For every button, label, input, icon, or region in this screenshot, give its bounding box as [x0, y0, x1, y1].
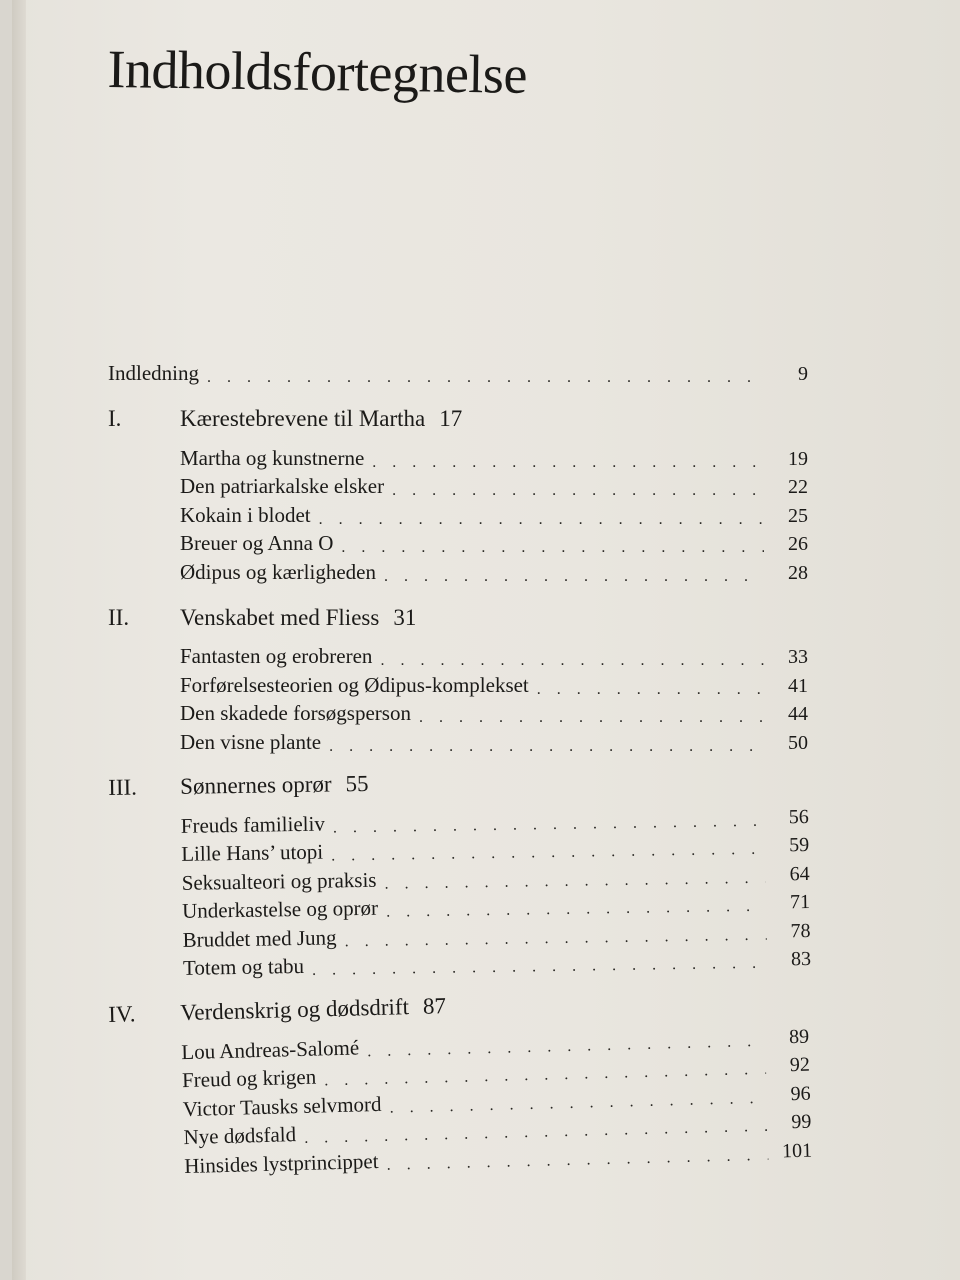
- dot-leader: [537, 682, 764, 698]
- chapter-title: Kærestebrevene til Martha: [180, 406, 426, 431]
- chapter-title: Verdenskrig og dødsdrift: [179, 993, 410, 1025]
- page-number: 71: [789, 890, 811, 913]
- dot-leader: [384, 569, 764, 585]
- chapter-numeral: II.: [108, 604, 130, 630]
- entry-label: Breuer og Anna O: [180, 531, 334, 555]
- chapter-page-number: 87: [422, 992, 447, 1019]
- chapter-section: [108, 605, 808, 755]
- chapter-numeral: IV.: [108, 1000, 136, 1027]
- page-number: 33: [788, 646, 808, 668]
- chapter-section: [108, 764, 811, 982]
- entry-label: Ødipus og kærligheden: [180, 559, 376, 584]
- toc-entry: [108, 499, 808, 528]
- page-number: 22: [788, 476, 808, 498]
- chapter-title: Venskabet med Fliess: [180, 604, 380, 630]
- page-number: 64: [789, 861, 810, 885]
- chapter-page-number: 55: [345, 770, 369, 796]
- chapter-section: [108, 983, 812, 1180]
- entry-label: Indledning: [108, 361, 199, 385]
- page-number: 89: [788, 1024, 810, 1048]
- book-page: [12, 0, 960, 1280]
- toc-entry: [108, 698, 808, 727]
- dot-leader: [319, 512, 764, 528]
- entry-label: Freuds familieliv: [180, 810, 326, 837]
- toc-entry: [108, 641, 808, 670]
- chapter-heading: [108, 605, 808, 641]
- entry-label: Den visne plante: [180, 729, 322, 754]
- dot-leader: [380, 653, 764, 669]
- chapter-page-number: 31: [393, 604, 417, 630]
- entry-label: Hinsides lystprincippet: [183, 1147, 379, 1178]
- page-number: 101: [781, 1138, 813, 1162]
- page-number: 41: [788, 674, 808, 697]
- entry-label: Freud og krigen: [181, 1064, 317, 1092]
- dot-leader: [312, 955, 767, 978]
- toc-intro-entry: [108, 346, 808, 386]
- chapter-section: [108, 406, 808, 585]
- entry-label: Totem og tabu: [182, 953, 305, 980]
- page-number: 99: [791, 1110, 812, 1133]
- page-number: 25: [788, 504, 808, 527]
- entry-label: Forførelsesteorien og Ødipus-komplekset: [180, 672, 529, 697]
- page-edge: [12, 0, 26, 1280]
- chapter-title: Sønnernes oprør: [179, 770, 332, 799]
- chapter-numeral: III.: [108, 774, 138, 800]
- page-number: 59: [789, 833, 810, 856]
- entry-label: Underkastelse og oprør: [181, 895, 379, 923]
- entry-label: Kokain i blodet: [180, 502, 311, 527]
- page-number: 19: [788, 447, 808, 470]
- page-number: 50: [788, 731, 808, 754]
- toc-entry: [108, 471, 808, 500]
- chapter-page-number: 17: [439, 406, 463, 431]
- page-number: 56: [788, 804, 809, 828]
- page-number: 9: [798, 363, 808, 385]
- entry-label: Victor Tausks selvmord: [182, 1090, 382, 1121]
- toc-entry: [108, 669, 808, 698]
- dot-leader: [372, 455, 764, 471]
- dot-leader: [392, 483, 764, 499]
- entry-label: Seksualteori og praksis: [181, 866, 377, 894]
- page-number: 96: [790, 1081, 811, 1105]
- entry-label: Lille Hans’ utopi: [181, 839, 324, 866]
- dot-leader: [341, 540, 764, 556]
- toc-entry: [108, 726, 808, 755]
- toc-entry: [108, 556, 808, 585]
- page-number: 78: [790, 918, 811, 942]
- entry-label: Fantasten og erobreren: [180, 644, 373, 668]
- chapter-numeral: I.: [108, 406, 122, 431]
- entry-label: Den skadede forsøgsperson: [180, 701, 411, 725]
- table-of-contents: [108, 346, 813, 1180]
- dot-leader: [207, 370, 764, 386]
- entry-label: Bruddet med Jung: [182, 924, 337, 951]
- page-title: Indholdsfortegnelse: [107, 38, 528, 105]
- chapter-heading: [108, 406, 808, 442]
- page-number: 83: [790, 947, 812, 970]
- entry-label: Nye dødsfald: [183, 1121, 297, 1149]
- entry-label: Den patriarkalske elsker: [180, 474, 385, 498]
- entry-label: Martha og kunstnerne: [180, 445, 365, 470]
- toc-entry: [108, 528, 808, 557]
- page-number: 92: [789, 1053, 811, 1076]
- dot-leader: [419, 710, 764, 726]
- entry-label: Lou Andreas-Salomé: [181, 1034, 360, 1064]
- page-number: 28: [788, 561, 808, 584]
- dot-leader: [329, 739, 764, 755]
- dot-leader: [386, 1147, 768, 1173]
- toc-entry: [108, 442, 808, 471]
- page-number: 26: [788, 533, 808, 555]
- page-number: 44: [788, 703, 808, 725]
